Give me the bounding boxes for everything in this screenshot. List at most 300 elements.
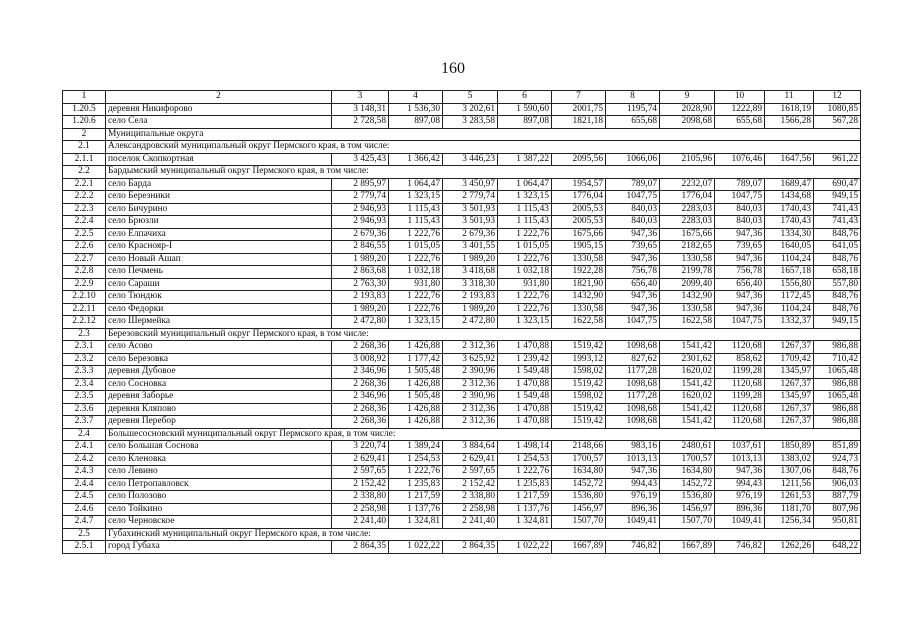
value-cell: 1667,89 [552, 541, 606, 554]
value-cell: 949,15 [814, 316, 861, 329]
value-cell: 961,22 [814, 153, 861, 166]
value-cell: 1 015,05 [498, 241, 552, 254]
value-cell: 3 425,43 [332, 153, 389, 166]
value-cell: 1 222,76 [389, 253, 443, 266]
settlement-name: село Бичурино [106, 203, 332, 216]
value-cell: 1 324,81 [389, 516, 443, 529]
value-cell: 658,18 [814, 266, 861, 279]
value-cell: 1452,72 [660, 478, 715, 491]
value-cell: 1640,05 [765, 241, 814, 254]
value-cell: 1334,30 [765, 228, 814, 241]
value-cell: 3 625,92 [443, 353, 498, 366]
settlement-name: село Петропавловск [106, 478, 332, 491]
value-cell: 1905,15 [552, 241, 606, 254]
settlement-name: село Левино [106, 466, 332, 479]
value-cell: 827,62 [606, 353, 660, 366]
value-cell: 789,07 [606, 178, 660, 191]
value-cell: 1 222,76 [389, 466, 443, 479]
table-row [63, 516, 861, 529]
settlement-name: деревня Дубовое [106, 366, 332, 379]
value-cell: 2 152,42 [443, 478, 498, 491]
value-cell: 1181,70 [765, 503, 814, 516]
value-cell: 2148,66 [552, 441, 606, 454]
value-cell: 1332,37 [765, 316, 814, 329]
value-cell: 3 401,55 [443, 241, 498, 254]
value-cell: 1330,58 [552, 303, 606, 316]
value-cell: 1 590,60 [498, 103, 552, 116]
value-cell: 1536,80 [552, 491, 606, 504]
value-cell: 1634,80 [660, 466, 715, 479]
value-cell: 1267,37 [765, 378, 814, 391]
value-cell: 756,78 [715, 266, 765, 279]
value-cell: 1 217,59 [389, 491, 443, 504]
settlement-name: село Тойкино [106, 503, 332, 516]
value-cell: 1740,43 [765, 203, 814, 216]
value-cell: 1776,04 [660, 191, 715, 204]
value-cell: 2099,40 [660, 278, 715, 291]
table-row [63, 216, 861, 229]
value-cell: 896,36 [715, 503, 765, 516]
row-code: 2.2.2 [63, 191, 106, 204]
settlement-name: село Новый Ашап [106, 253, 332, 266]
table-row [63, 341, 861, 354]
row-code: 2.3.3 [63, 366, 106, 379]
value-cell: 1434,68 [765, 191, 814, 204]
value-cell: 3 501,93 [443, 203, 498, 216]
value-cell: 2 338,80 [443, 491, 498, 504]
value-cell: 3 220,74 [332, 441, 389, 454]
value-cell: 655,68 [606, 116, 660, 129]
value-cell: 690,47 [814, 178, 861, 191]
value-cell: 1 470,88 [498, 416, 552, 429]
value-cell: 947,36 [606, 466, 660, 479]
row-code: 2.2.3 [63, 203, 106, 216]
value-cell: 947,36 [606, 253, 660, 266]
value-cell: 986,88 [814, 378, 861, 391]
value-cell: 947,36 [606, 291, 660, 304]
value-cell: 986,88 [814, 416, 861, 429]
value-cell: 1689,47 [765, 178, 814, 191]
value-cell: 1 470,88 [498, 341, 552, 354]
value-cell: 1 235,83 [498, 478, 552, 491]
value-cell: 1 989,20 [443, 303, 498, 316]
header-cell: 4 [389, 91, 443, 104]
settlement-name: село Шермейка [106, 316, 332, 329]
value-cell: 641,05 [814, 241, 861, 254]
value-cell: 1383,02 [765, 453, 814, 466]
header-cell: 9 [660, 91, 715, 104]
settlement-name: село Березовка [106, 353, 332, 366]
value-cell: 947,36 [715, 291, 765, 304]
value-cell: 897,08 [498, 116, 552, 129]
row-code: 2.2 [63, 166, 106, 179]
value-cell: 986,88 [814, 341, 861, 354]
value-cell: 2 472,80 [443, 316, 498, 329]
value-cell: 1618,19 [765, 103, 814, 116]
value-cell: 1080,85 [814, 103, 861, 116]
table-row [63, 391, 861, 404]
value-cell: 1 222,76 [498, 466, 552, 479]
value-cell: 746,82 [606, 541, 660, 554]
value-cell: 1452,72 [552, 478, 606, 491]
value-cell: 1 115,43 [498, 203, 552, 216]
value-cell: 2005,53 [552, 203, 606, 216]
value-cell: 3 446,23 [443, 153, 498, 166]
settlement-name: деревня Никифорово [106, 103, 332, 116]
value-cell: 1120,68 [715, 341, 765, 354]
value-cell: 1667,89 [660, 541, 715, 554]
row-code: 2 [63, 128, 106, 141]
value-cell: 976,19 [606, 491, 660, 504]
value-cell: 1177,28 [606, 366, 660, 379]
value-cell: 2301,62 [660, 353, 715, 366]
value-cell: 1 389,24 [389, 441, 443, 454]
value-cell: 2283,03 [660, 203, 715, 216]
value-cell: 1622,58 [552, 316, 606, 329]
value-cell: 2 597,65 [332, 466, 389, 479]
value-cell: 1330,58 [660, 303, 715, 316]
row-code: 2.2.6 [63, 241, 106, 254]
value-cell: 1 549,48 [498, 366, 552, 379]
value-cell: 1120,68 [715, 403, 765, 416]
value-cell: 2 946,93 [332, 216, 389, 229]
table-row [63, 353, 861, 366]
row-code: 2.4.7 [63, 516, 106, 529]
value-cell: 1 177,42 [389, 353, 443, 366]
value-cell: 1 022,22 [498, 541, 552, 554]
value-cell: 931,80 [498, 278, 552, 291]
value-cell: 1993,12 [552, 353, 606, 366]
row-code: 2.4.3 [63, 466, 106, 479]
row-code: 2.2.7 [63, 253, 106, 266]
value-cell: 2 312,36 [443, 378, 498, 391]
row-code: 1.20.5 [63, 103, 106, 116]
value-cell: 1345,97 [765, 366, 814, 379]
value-cell: 2 268,36 [332, 403, 389, 416]
value-cell: 2105,96 [660, 153, 715, 166]
value-cell: 1922,28 [552, 266, 606, 279]
value-cell: 2 268,36 [332, 341, 389, 354]
value-cell: 2098,68 [660, 116, 715, 129]
value-cell: 1 032,18 [389, 266, 443, 279]
value-cell: 2 241,40 [443, 516, 498, 529]
value-cell: 2005,53 [552, 216, 606, 229]
value-cell: 2 779,74 [332, 191, 389, 204]
value-cell: 1222,89 [715, 103, 765, 116]
section-title: Губахинский муниципальный округ Пермского края, в том числе: [106, 528, 861, 541]
value-cell: 1267,37 [765, 416, 814, 429]
header-cell: 5 [443, 91, 498, 104]
value-cell: 1507,70 [552, 516, 606, 529]
value-cell: 739,65 [715, 241, 765, 254]
value-cell: 1195,74 [606, 103, 660, 116]
value-cell: 648,22 [814, 541, 861, 554]
row-code: 1.20.6 [63, 116, 106, 129]
value-cell: 2 864,35 [332, 541, 389, 554]
settlement-name: село Краснояр-I [106, 241, 332, 254]
value-cell: 983,16 [606, 441, 660, 454]
value-cell: 1 222,76 [389, 303, 443, 316]
value-cell: 2 193,83 [332, 291, 389, 304]
row-code: 2.3 [63, 328, 106, 341]
value-cell: 1740,43 [765, 216, 814, 229]
value-cell: 2 472,80 [332, 316, 389, 329]
value-cell: 741,43 [814, 216, 861, 229]
value-cell: 994,43 [715, 478, 765, 491]
value-cell: 1657,18 [765, 266, 814, 279]
settlement-name: село Тюндюк [106, 291, 332, 304]
value-cell: 1 254,53 [389, 453, 443, 466]
row-code: 2.2.12 [63, 316, 106, 329]
section-title: Большесосновский муниципальный округ Пермского края, в том числе: [106, 428, 861, 441]
settlement-name: село Брюзли [106, 216, 332, 229]
value-cell: 1634,80 [552, 466, 606, 479]
table-row [63, 303, 861, 316]
value-cell: 1 470,88 [498, 378, 552, 391]
value-cell: 947,36 [715, 228, 765, 241]
value-cell: 2001,75 [552, 103, 606, 116]
value-cell: 1 505,48 [389, 366, 443, 379]
value-cell: 741,43 [814, 203, 861, 216]
value-cell: 1098,68 [606, 341, 660, 354]
value-cell: 1013,13 [715, 453, 765, 466]
value-cell: 1 222,76 [389, 291, 443, 304]
value-cell: 1620,02 [660, 391, 715, 404]
value-cell: 1047,75 [606, 316, 660, 329]
value-cell: 1541,42 [660, 403, 715, 416]
row-code: 2.4.2 [63, 453, 106, 466]
value-cell: 1 470,88 [498, 403, 552, 416]
value-cell: 1037,61 [715, 441, 765, 454]
value-cell: 1700,57 [660, 453, 715, 466]
row-code: 2.3.5 [63, 391, 106, 404]
value-cell: 710,42 [814, 353, 861, 366]
value-cell: 1 235,83 [389, 478, 443, 491]
value-cell: 1598,02 [552, 391, 606, 404]
value-cell: 1 137,76 [498, 503, 552, 516]
value-cell: 1598,02 [552, 366, 606, 379]
value-cell: 656,40 [715, 278, 765, 291]
value-cell: 1261,53 [765, 491, 814, 504]
value-cell: 1120,68 [715, 416, 765, 429]
value-cell: 1 137,76 [389, 503, 443, 516]
table-row [63, 278, 861, 291]
value-cell: 1 323,15 [389, 316, 443, 329]
value-cell: 2 152,42 [332, 478, 389, 491]
value-cell: 1047,75 [715, 191, 765, 204]
value-cell: 1536,80 [660, 491, 715, 504]
value-cell: 840,03 [606, 203, 660, 216]
value-cell: 840,03 [715, 216, 765, 229]
value-cell: 1262,26 [765, 541, 814, 554]
value-cell: 2 946,93 [332, 203, 389, 216]
value-cell: 1 115,43 [389, 203, 443, 216]
value-cell: 1307,06 [765, 466, 814, 479]
value-cell: 1 323,15 [498, 191, 552, 204]
value-cell: 1647,56 [765, 153, 814, 166]
row-code: 2.1.1 [63, 153, 106, 166]
value-cell: 1541,42 [660, 416, 715, 429]
value-cell: 1 115,43 [389, 216, 443, 229]
section-row [63, 128, 861, 141]
row-code: 2.5.1 [63, 541, 106, 554]
section-title: Березовский муниципальный округ Пермского края, в том числе: [106, 328, 861, 341]
table-row [63, 203, 861, 216]
value-cell: 976,19 [715, 491, 765, 504]
value-cell: 1120,68 [715, 378, 765, 391]
value-cell: 1541,42 [660, 378, 715, 391]
value-cell: 2 679,36 [443, 228, 498, 241]
value-cell: 1 989,20 [443, 253, 498, 266]
value-cell: 2028,90 [660, 103, 715, 116]
section-row [63, 528, 861, 541]
settlement-name: село Полозово [106, 491, 332, 504]
value-cell: 2 193,83 [443, 291, 498, 304]
value-cell: 1 505,48 [389, 391, 443, 404]
table-row [63, 191, 861, 204]
value-cell: 1 032,18 [498, 266, 552, 279]
value-cell: 1675,66 [660, 228, 715, 241]
header-row [63, 91, 861, 104]
row-code: 2.2.9 [63, 278, 106, 291]
value-cell: 1211,56 [765, 478, 814, 491]
value-cell: 789,07 [715, 178, 765, 191]
value-cell: 1330,58 [552, 253, 606, 266]
value-cell: 1104,24 [765, 303, 814, 316]
value-cell: 1 426,88 [389, 416, 443, 429]
value-cell: 1 239,42 [498, 353, 552, 366]
value-cell: 1432,90 [660, 291, 715, 304]
value-cell: 1 217,59 [498, 491, 552, 504]
value-cell: 3 318,30 [443, 278, 498, 291]
value-cell: 807,96 [814, 503, 861, 516]
value-cell: 3 148,31 [332, 103, 389, 116]
value-cell: 1 387,22 [498, 153, 552, 166]
value-cell: 950,81 [814, 516, 861, 529]
value-cell: 906,03 [814, 478, 861, 491]
value-cell: 1519,42 [552, 403, 606, 416]
value-cell: 2 779,74 [443, 191, 498, 204]
value-cell: 2 268,36 [332, 378, 389, 391]
section-row [63, 166, 861, 179]
value-cell: 1507,70 [660, 516, 715, 529]
value-cell: 2 312,36 [443, 403, 498, 416]
value-cell: 3 008,92 [332, 353, 389, 366]
table-row [63, 291, 861, 304]
table-row [63, 316, 861, 329]
value-cell: 655,68 [715, 116, 765, 129]
value-cell: 986,88 [814, 403, 861, 416]
value-cell: 1066,06 [606, 153, 660, 166]
row-code: 2.4.5 [63, 491, 106, 504]
value-cell: 851,89 [814, 441, 861, 454]
section-row [63, 141, 861, 154]
value-cell: 2232,07 [660, 178, 715, 191]
value-cell: 1821,18 [552, 116, 606, 129]
table-row [63, 453, 861, 466]
value-cell: 1 498,14 [498, 441, 552, 454]
value-cell: 746,82 [715, 541, 765, 554]
value-cell: 2095,56 [552, 153, 606, 166]
value-cell: 1199,28 [715, 391, 765, 404]
value-cell: 1 115,43 [498, 216, 552, 229]
value-cell: 2 390,96 [443, 391, 498, 404]
settlement-name: село Асово [106, 341, 332, 354]
value-cell: 2283,03 [660, 216, 715, 229]
value-cell: 1 022,22 [389, 541, 443, 554]
row-code: 2.3.6 [63, 403, 106, 416]
table-row [63, 441, 861, 454]
value-cell: 1 324,81 [498, 516, 552, 529]
value-cell: 739,65 [606, 241, 660, 254]
value-cell: 2 629,41 [443, 453, 498, 466]
settlement-name: село Кленовка [106, 453, 332, 466]
header-cell: 11 [765, 91, 814, 104]
table-row [63, 228, 861, 241]
value-cell: 3 884,64 [443, 441, 498, 454]
value-cell: 2 346,96 [332, 366, 389, 379]
row-code: 2.3.4 [63, 378, 106, 391]
value-cell: 1047,75 [715, 316, 765, 329]
table-row [63, 378, 861, 391]
value-cell: 887,79 [814, 491, 861, 504]
value-cell: 1345,97 [765, 391, 814, 404]
table-row [63, 178, 861, 191]
value-cell: 947,36 [715, 466, 765, 479]
table-row [63, 241, 861, 254]
value-cell: 1 323,15 [498, 316, 552, 329]
value-cell: 1 064,47 [498, 178, 552, 191]
value-cell: 1 222,76 [498, 303, 552, 316]
tariff-table [62, 90, 861, 554]
value-cell: 1199,28 [715, 366, 765, 379]
value-cell: 1 064,47 [389, 178, 443, 191]
header-cell: 8 [606, 91, 660, 104]
page-number: 160 [441, 60, 465, 77]
value-cell: 756,78 [606, 266, 660, 279]
value-cell: 2 763,30 [332, 278, 389, 291]
value-cell: 1456,97 [660, 503, 715, 516]
settlement-name: деревня Заборье [106, 391, 332, 404]
value-cell: 3 501,93 [443, 216, 498, 229]
value-cell: 1954,57 [552, 178, 606, 191]
settlement-name: село Федорки [106, 303, 332, 316]
settlement-name: село Черновское [106, 516, 332, 529]
value-cell: 848,76 [814, 466, 861, 479]
value-cell: 924,73 [814, 453, 861, 466]
value-cell: 1 222,76 [498, 291, 552, 304]
value-cell: 1432,90 [552, 291, 606, 304]
value-cell: 3 283,58 [443, 116, 498, 129]
row-code: 2.3.1 [63, 341, 106, 354]
table-row [63, 491, 861, 504]
row-code: 2.1 [63, 141, 106, 154]
value-cell: 1519,42 [552, 341, 606, 354]
value-cell: 1 426,88 [389, 403, 443, 416]
settlement-name: село Елпачиха [106, 228, 332, 241]
row-code: 2.2.11 [63, 303, 106, 316]
value-cell: 2 390,96 [443, 366, 498, 379]
value-cell: 1013,13 [606, 453, 660, 466]
value-cell: 848,76 [814, 291, 861, 304]
value-cell: 896,36 [606, 503, 660, 516]
value-cell: 1049,41 [606, 516, 660, 529]
value-cell: 840,03 [606, 216, 660, 229]
value-cell: 1 254,53 [498, 453, 552, 466]
value-cell: 1330,58 [660, 253, 715, 266]
value-cell: 1 426,88 [389, 341, 443, 354]
value-cell: 1098,68 [606, 416, 660, 429]
